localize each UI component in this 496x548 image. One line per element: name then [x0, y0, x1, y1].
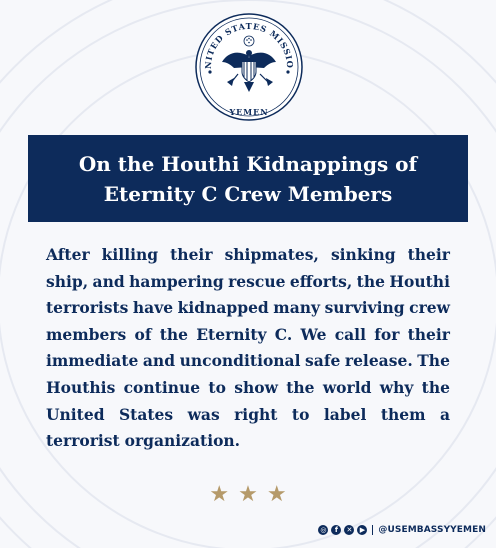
statement-word: After: [46, 245, 90, 264]
statement-word: We: [300, 324, 327, 344]
statement-word: continue: [123, 377, 201, 397]
statement-word: safe: [305, 351, 341, 371]
star-icon: ★: [209, 482, 230, 507]
statement-word: organization.: [124, 431, 241, 451]
statement-word: for: [374, 324, 400, 344]
statement-line: [46, 375, 450, 402]
seal-ring-text-top: NITED STATES MISSIO: [202, 20, 296, 70]
statement-word: label: [323, 404, 367, 424]
statement-word: why: [379, 377, 414, 397]
statement-word: release.: [344, 351, 413, 371]
statement-word: The: [417, 351, 450, 371]
seal-ring-text-bottom: YEMEN: [229, 107, 269, 117]
embassy-seal: [194, 12, 304, 122]
statement-line: [46, 348, 450, 375]
stars-divider: [0, 482, 496, 508]
social-handle[interactable]: @USEMBASSYYEMEN: [378, 525, 486, 535]
facebook-icon[interactable]: f: [331, 525, 341, 535]
statement-word: C.: [274, 324, 293, 344]
statement-word: their: [170, 245, 213, 264]
statement-word: surviving: [324, 298, 405, 318]
statement-word: to: [208, 377, 226, 397]
statement-line: [46, 295, 450, 322]
statement-word: and: [142, 351, 176, 371]
headline-banner: [28, 135, 468, 222]
statement-word: States: [118, 404, 174, 424]
statement-word: and: [92, 271, 125, 291]
statement-word: to: [291, 404, 310, 424]
footer-divider: [372, 525, 373, 535]
statement-word: have: [132, 298, 174, 318]
statement-line: [46, 428, 450, 455]
great-seal-eagle-icon: [194, 12, 304, 122]
star-icon: ★: [266, 482, 287, 507]
statement-line: [46, 402, 450, 429]
statement-word: them: [380, 404, 426, 424]
star-icon: ★: [238, 482, 258, 507]
statement-line: [46, 269, 450, 296]
statement-word: kidnapped: [177, 298, 269, 318]
statement-word: rescue: [228, 271, 286, 291]
statement-word: efforts,: [289, 271, 353, 291]
statement-word: sinking: [330, 245, 396, 264]
statement-word: a: [439, 404, 450, 424]
statement-word: the: [159, 324, 189, 344]
statement-word: terrorists: [46, 298, 129, 318]
statement-word: Houthis: [46, 377, 116, 397]
statement-word: hampering: [129, 271, 224, 291]
statement-word: crew: [409, 298, 450, 318]
statement-word: unconditional: [179, 351, 301, 371]
headline-line-2: Eternity C Crew Members: [103, 181, 393, 206]
statement-word: their: [407, 245, 450, 264]
statement-word: Eternity: [196, 324, 267, 344]
statement-word: their: [407, 324, 450, 344]
statement-word: ship,: [46, 271, 89, 291]
statement-text: [46, 242, 450, 455]
statement-word: members: [46, 324, 127, 344]
statement-word: immediate: [46, 351, 139, 371]
statement-word: Houthi: [389, 271, 450, 291]
statement-word: right: [234, 404, 278, 424]
statement-word: world: [322, 377, 372, 397]
statement-line: [46, 242, 450, 269]
statement-word: the: [356, 271, 385, 291]
statement-word: was: [187, 404, 220, 424]
youtube-icon[interactable]: ▶: [357, 525, 367, 535]
instagram-icon[interactable]: ◎: [320, 526, 327, 534]
statement-line: [46, 322, 450, 349]
statement-word: the: [421, 377, 450, 397]
x-icon[interactable]: ✕: [344, 525, 354, 535]
statement-word: United: [46, 404, 105, 424]
statement-word: of: [134, 324, 152, 344]
headline-line-1: On the Houthi Kidnappings of: [78, 151, 418, 176]
statement-word: terrorist: [46, 431, 120, 451]
statement-word: the: [286, 377, 315, 397]
statement-word: shipmates,: [224, 245, 319, 264]
statement-word: killing: [101, 245, 159, 264]
statement-word: call: [334, 324, 366, 344]
statement-word: show: [234, 377, 278, 397]
statement-word: many: [273, 298, 321, 318]
social-footer: [318, 525, 486, 535]
